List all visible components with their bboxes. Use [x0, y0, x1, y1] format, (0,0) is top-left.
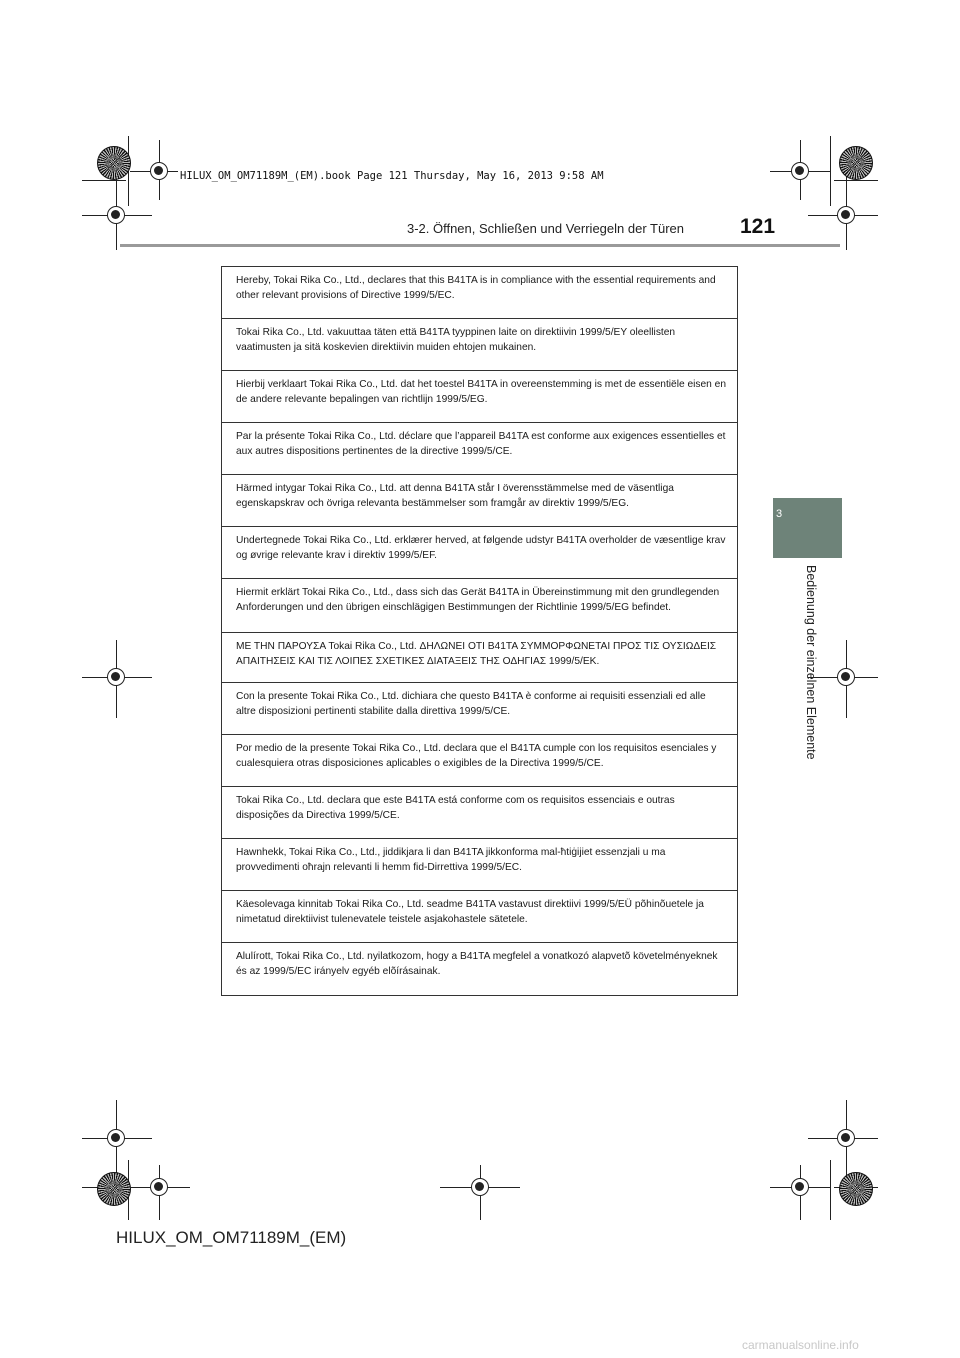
declaration-text: Käesolevaga kinnitab Tokai Rika Co., Ltd. seadme B41TA vastavust direktiivi 1999/5/EÜ põhinõuetele ja nimetatud direktiivist tulenevatele teistele asjakohastele sätetele.: [236, 899, 704, 925]
registration-target-icon: [837, 668, 855, 686]
print-stamp: HILUX_OM_OM71189M_(EM).book Page 121 Thursday, May 16, 2013 9:58 AM: [180, 170, 604, 182]
declaration-text: Por medio de la presente Tokai Rika Co., Ltd. declara que el B41TA cumple con los requisitos esenciales y cualesquiera otras disposiciones aplicables o exigibles de la Directiva 1999/5/CE.: [236, 743, 717, 769]
manual-code: HILUX_OM_OM71189M_(EM): [116, 1228, 347, 1247]
registration-target-icon: [107, 668, 125, 686]
declaration-row-et: [222, 891, 737, 943]
declaration-row-sv: [222, 475, 737, 527]
registration-target-icon: [150, 1178, 168, 1196]
declaration-text: Tokai Rika Co., Ltd. vakuuttaa täten että B41TA tyyppinen laite on direktiivin 1999/5/EY oleellisten vaatimusten ja sitä koskevien direktiivin muiden ehtojen mukainen.: [236, 327, 676, 353]
declaration-row-en: [222, 267, 737, 319]
declaration-text: Tokai Rika Co., Ltd. declara que este B41TA está conforme com os requisitos essenciais e outras disposições da Directiva 1999/5/CE.: [236, 795, 675, 821]
declaration-row-nl: [222, 371, 737, 423]
declaration-table: [221, 266, 738, 996]
registration-rosette-icon: [839, 146, 873, 180]
chapter-title: Bedienung der einzelnen Elemente: [804, 565, 818, 760]
declaration-text: Hiermit erklärt Tokai Rika Co., Ltd., dass sich das Gerät B41TA in Übereinstimmung mit den grundlegenden Anforderungen und den übrigen einschlägigen Bestimmungen der Richtlinie 1999/5/EG befindet.: [236, 587, 720, 613]
declaration-row-pt: [222, 787, 737, 839]
registration-target-icon: [150, 162, 168, 180]
registration-rosette-icon: [839, 1172, 873, 1206]
declaration-text: Alulírott, Tokai Rika Co., Ltd. nyilatkozom, hogy a B41TA megfelel a vonatkozó alapvetõ követelményeknek és az 1999/5/EC irányelv egyéb elõírásainak.: [236, 951, 718, 977]
declaration-row-mt: [222, 839, 737, 891]
registration-target-icon: [107, 1129, 125, 1147]
declaration-row-el: [222, 633, 737, 683]
declaration-text: Con la presente Tokai Rika Co., Ltd. dichiara che questo B41TA è conforme ai requisiti essenziali ed alle altre disposizioni pertinenti stabilite dalla direttiva 1999/5/CE.: [236, 691, 706, 717]
declaration-text: Härmed intygar Tokai Rika Co., Ltd. att denna B41TA står I överensstämmelse med de väsentliga egenskapskrav och övriga relevanta bestämmelser som framgår av direktiv 1999/5/EG.: [236, 483, 674, 509]
section-title: 3-2. Öffnen, Schließen und Verriegeln der Türen: [406, 221, 684, 236]
header-rule: [120, 244, 840, 247]
declaration-text: Hereby, Tokai Rika Co., Ltd., declares that this B41TA is in compliance with the essential requirements and other relevant provisions of Directive 1999/5/EC.: [236, 275, 716, 301]
declaration-text: Hawnhekk, Tokai Rika Co., Ltd., jiddikjara li dan B41TA jikkonforma mal-ħtiġijiet essenzjali u ma provvedimenti oħrajn relevanti li hemm fid-Dirrettiva 1999/5/EC.: [236, 847, 666, 873]
chapter-tab: [773, 498, 842, 558]
chapter-number: 3: [776, 508, 783, 520]
declaration-row-it: [222, 683, 737, 735]
registration-target-icon: [107, 206, 125, 224]
declaration-text: Undertegnede Tokai Rika Co., Ltd. erklærer herved, at følgende udstyr B41TA overholder de væsentlige krav og øvrige relevante krav i direktiv 1999/5/EF.: [236, 535, 726, 561]
declaration-row-da: [222, 527, 737, 579]
registration-rosette-icon: [97, 146, 131, 180]
registration-target-icon: [471, 1178, 489, 1196]
declaration-row-fi: [222, 319, 737, 371]
registration-target-icon: [837, 206, 855, 224]
declaration-row-fr: [222, 423, 737, 475]
declaration-text: Hierbij verklaart Tokai Rika Co., Ltd. dat het toestel B41TA in overeenstemming is met de essentiële eisen en de andere relevante bepalingen van richtlijn 1999/5/EG.: [236, 379, 727, 405]
declaration-row-hu: [222, 943, 737, 995]
watermark: carmanualsonline.info: [742, 1338, 859, 1352]
registration-target-icon: [837, 1129, 855, 1147]
declaration-row-de: [222, 579, 737, 633]
registration-target-icon: [791, 1178, 809, 1196]
declaration-text: Par la présente Tokai Rika Co., Ltd. déclare que l’appareil B41TA est conforme aux exigences essentielles et aux autres dispositions pertinentes de la directive 1999/5/CE.: [236, 431, 726, 457]
registration-rosette-icon: [97, 1172, 131, 1206]
page-number: 121: [740, 215, 776, 238]
declaration-text: ΜΕ ΤΗΝ ΠΑΡΟΥΣΑ Tokai Rika Co., Ltd. ΔΗΛΩΝΕΙ ΟΤΙ B41TA ΣΥΜΜΟΡΦΩΝΕΤΑΙ ΠΡΟΣ ΤΙΣ ΟΥΣΙΩΔΕΙΣ ΑΠΑΙΤΗΣΕΙΣ ΚΑΙ ΤΙΣ ΛΟΙΠΕΣ ΣΧΕΤΙΚΕΣ ΔΙΑΤΑΞΕΙΣ ΤΗΣ ΟΔΗΓΙΑΣ 1999/5/ΕΚ.: [236, 641, 717, 667]
declaration-row-es: [222, 735, 737, 787]
registration-target-icon: [791, 162, 809, 180]
